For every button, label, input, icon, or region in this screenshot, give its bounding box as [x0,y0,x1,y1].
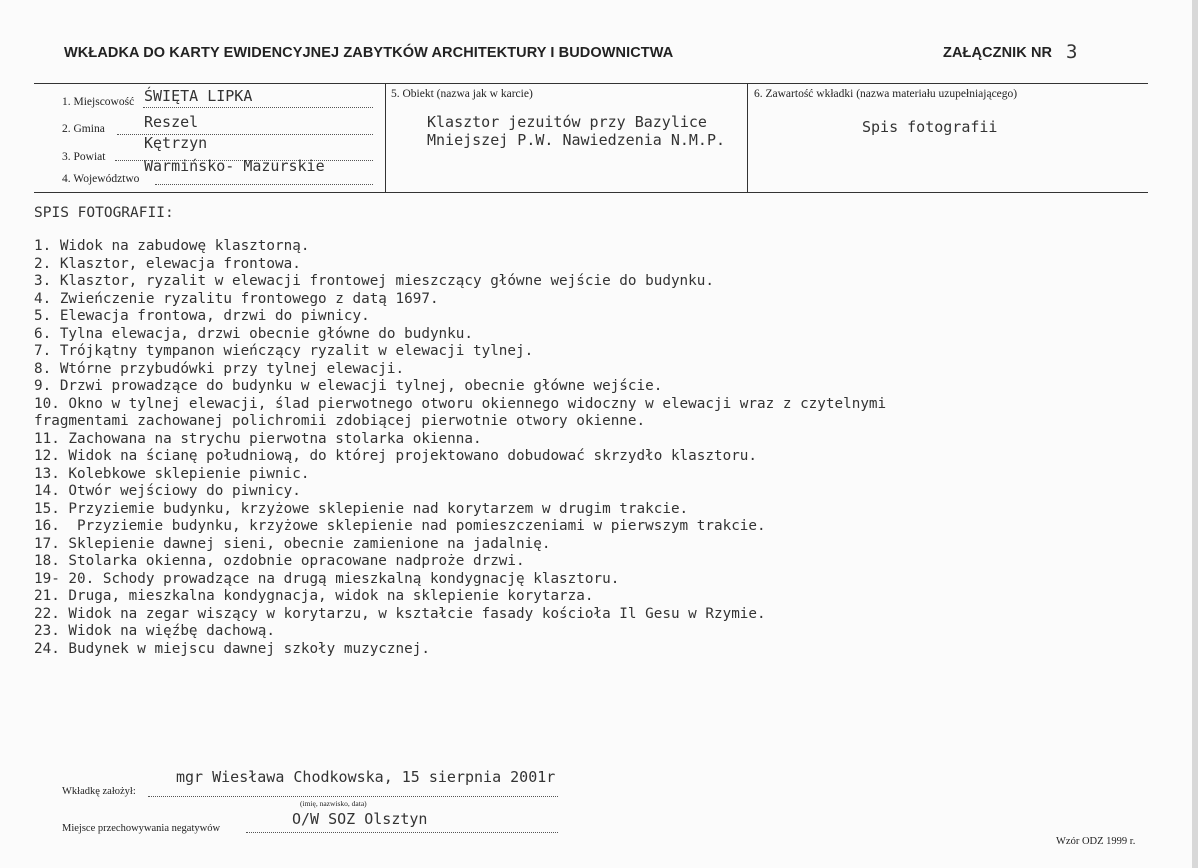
list-item: 12. Widok na ścianę południową, do której projektowano dobudować skrzydło klasztoru. [34,448,758,464]
list-item: 13. Kolebkowe sklepienie piwnic. [34,465,310,482]
list-item: 1. Widok na zabudowę klasztorną. [34,238,310,254]
list-item: 6. Tylna elewacja, drzwi obecnie główne do budynku. [34,325,473,342]
list-item: 14. Otwór wejściowy do piwnicy. [34,483,301,499]
object-label: 5. Obiekt (nazwa jak w karcie) [391,88,533,100]
list-item: 16. Przyziemie budynku, krzyżowe sklepienie nad pomieszczeniami w pierwszym trakcie. [34,518,766,534]
list-item: 9. Drzwi prowadzące do budynku w elewacji tylnej, obecnie główne wejście. [34,378,663,394]
list-item: 22. Widok na zegar wiszący w korytarzu, w kształcie fasady kościoła Il Gesu w Rzymie. [34,605,766,622]
box-divider-2 [747,83,748,193]
author-label: Wkładkę założył: [62,786,136,797]
annex-label: ZAŁĄCZNIK NR [943,45,1053,61]
list-item: 5. Elewacja frontowa, drzwi do piwnicy. [34,308,370,324]
storage-value: O/W SOZ Olsztyn [292,810,428,828]
list-item: 4. Zwieńczenie ryzalitu frontowego z datą 1697. [34,290,439,307]
box-bottom-line [34,192,1148,193]
annex-number: 3 [1066,41,1078,63]
list-item: fragmentami zachowanej polichromii zdobiącej pierwotnie otwory okienne. [34,413,646,429]
list-item: 8. Wtórne przybudówki przy tylnej elewacji. [34,360,405,377]
place-dotted-line [143,107,373,108]
wojewodztwo-label: 4. Województwo [62,173,140,185]
form-id: Wzór ODZ 1999 r. [1056,836,1136,847]
gmina-value: Reszel [144,113,199,131]
content-label: 6. Zawartość wkładki (nazwa materiału uzupełniającego) [754,88,1018,100]
storage-dotted-line [246,832,558,833]
list-item: 7. Trójkątny tympanon wieńczący ryzalit w elewacji tylnej. [34,343,534,359]
wojewodztwo-value: Warmińsko- Mazurskie [144,157,325,175]
list-item: 15. Przyziemie budynku, krzyżowe sklepienie nad korytarzem w drugim trakcie. [34,500,689,517]
list-item: 21. Druga, mieszkalna kondygnacja, widok na sklepienie korytarza. [34,588,594,604]
object-line-1: Klasztor jezuitów przy Bazylice [427,113,707,131]
list-title: SPIS FOTOGRAFII: [34,205,174,221]
content-value: Spis fotografii [862,118,998,136]
author-hint: (imię, nazwisko, data) [300,799,367,808]
scan-edge [1192,0,1198,868]
form-title: WKŁADKA DO KARTY EWIDENCYJNEJ ZABYTKÓW ARCHITEKTURY I BUDOWNICTWA [64,45,674,61]
list-item: 10. Okno w tylnej elewacji, ślad pierwotnego otworu okiennego widoczny w elewacji wraz z czytelnymi [34,395,887,412]
list-item: 24. Budynek w miejscu dawnej szkoły muzycznej. [34,640,430,657]
list-item: 23. Widok na więźbę dachową. [34,623,276,639]
list-item: 11. Zachowana na strychu pierwotna stolarka okienna. [34,430,482,447]
list-item: 18. Stolarka okienna, ozdobnie opracowane nadproże drzwi. [34,553,525,569]
object-line-2: Mniejszej P.W. Nawiedzenia N.M.P. [427,131,726,149]
box-divider-1 [385,83,386,193]
wojewodztwo-dotted-line [155,184,373,185]
place-label: 1. Miejscowość [62,96,135,108]
list-item: 2. Klasztor, elewacja frontowa. [34,255,301,272]
place-value: ŚWIĘTA LIPKA [144,87,253,105]
list-item: 3. Klasztor, ryzalit w elewacji frontowej mieszczący główne wejście do budynku. [34,273,714,289]
powiat-value: Kętrzyn [144,134,208,152]
author-value: mgr Wiesława Chodkowska, 15 sierpnia 2001r [176,768,556,786]
list-item: 19- 20. Schody prowadzące na drugą mieszkalną kondygnację klasztoru. [34,570,620,587]
author-dotted-line [148,796,558,797]
gmina-label: 2. Gmina [62,123,105,135]
list-item: 17. Sklepienie dawnej sieni, obecnie zamienione na jadalnię. [34,535,551,552]
box-top-line [34,83,1148,84]
powiat-label: 3. Powiat [62,151,106,163]
storage-label: Miejsce przechowywania negatywów [62,823,221,834]
